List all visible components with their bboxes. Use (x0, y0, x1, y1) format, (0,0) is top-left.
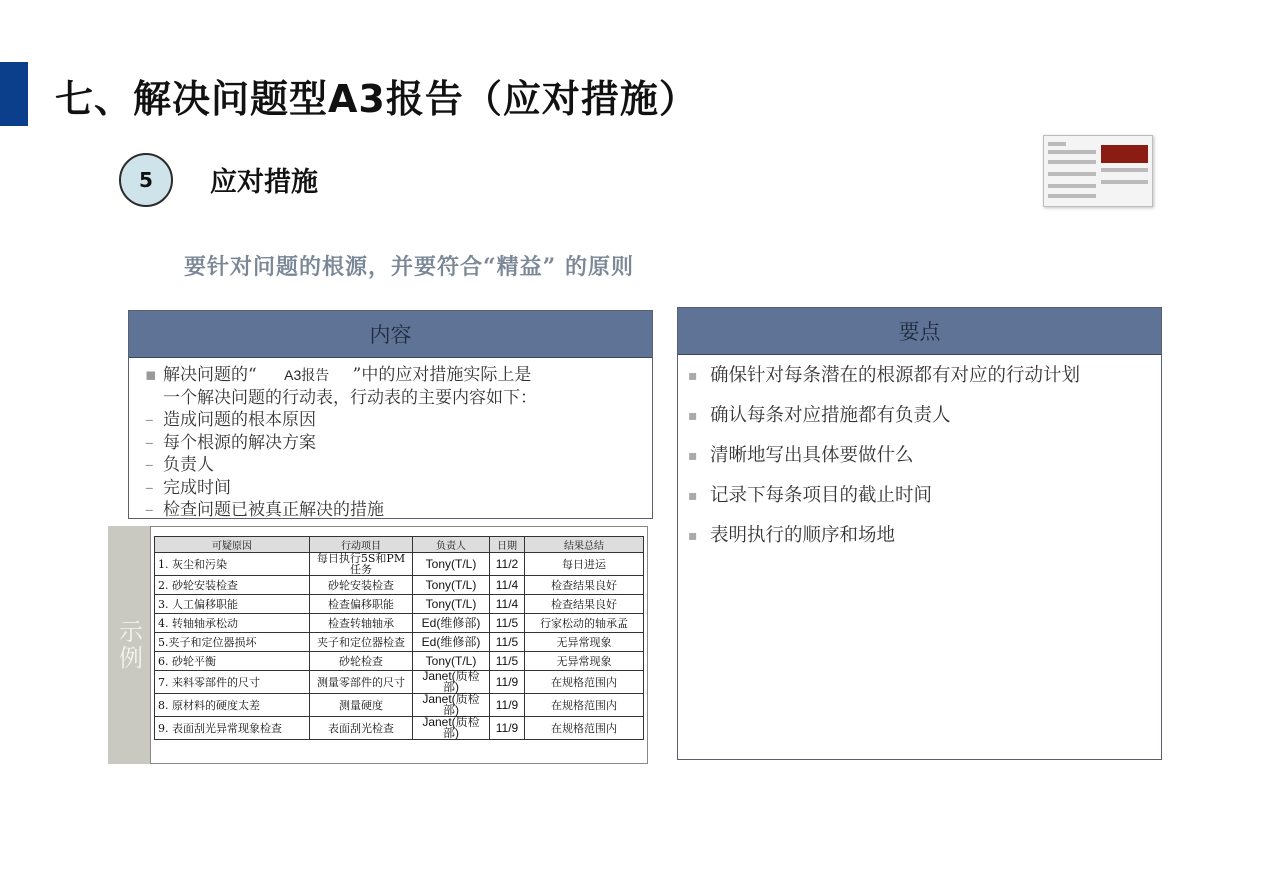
content-item-label: 检查问题已被真正解决的措施 (163, 500, 384, 520)
subtitle: 要针对问题的根源，并要符合“精益” 的原则 (184, 254, 634, 280)
points-list (678, 355, 1161, 549)
point-item (688, 483, 1145, 509)
title-accent-bar (0, 62, 28, 126)
intro-label: A3报告 (284, 367, 330, 383)
cell-date: 11/4 (490, 595, 525, 614)
a3-report-thumbnail (1043, 135, 1153, 207)
cell-result: 在规格范围内 (525, 694, 644, 717)
cell-owner: Tony(T/L) (413, 576, 490, 595)
cell-result: 检查结果良好 (525, 576, 644, 595)
cell-date: 11/5 (490, 652, 525, 671)
cell-result: 在规格范围内 (525, 671, 644, 694)
points-panel-heading: 要点 (678, 308, 1161, 355)
table-row (155, 717, 644, 740)
cell-result: 每日进运 (525, 553, 644, 576)
cell-result: 检查结果良好 (525, 595, 644, 614)
content-item (145, 499, 640, 522)
cell-action: 检查转轴轴承 (310, 614, 413, 633)
cell-cause: 6. 砂轮平衡 (155, 652, 310, 671)
bullet-icon: ▪ (688, 528, 698, 544)
cell-cause: 5.夹子和定位器损坏 (155, 633, 310, 652)
content-panel (128, 310, 653, 519)
cell-cause: 8. 原材料的硬度太差 (155, 694, 310, 717)
thumbnail-highlight (1101, 145, 1148, 163)
cell-result: 行家松动的轴承孟 (525, 614, 644, 633)
table-header-row (155, 537, 644, 553)
cell-owner: Ed(维修部) (413, 633, 490, 652)
dash-icon: – (145, 432, 154, 453)
cell-action: 检查偏移职能 (310, 595, 413, 614)
content-item (145, 409, 640, 432)
cell-action: 表面刮光检查 (310, 717, 413, 740)
table-row (155, 614, 644, 633)
table-row (155, 694, 644, 717)
cell-action: 砂轮安装检查 (310, 576, 413, 595)
dash-icon: – (145, 410, 154, 430)
page-title: 七、解决问题型A3报告（应对措施） (55, 77, 698, 121)
cell-date: 11/5 (490, 614, 525, 633)
cell-action: 测量硬度 (310, 694, 413, 717)
cell-date: 11/5 (490, 633, 525, 652)
content-panel-body (129, 358, 652, 522)
cell-result: 在规格范围内 (525, 717, 644, 740)
cell-result: 无异常现象 (525, 633, 644, 652)
thumbnail-line (1101, 180, 1148, 184)
intro-line2: 一个解决问题的行动表，行动表的主要内容如下： (163, 387, 537, 408)
example-side-label: 示例 (108, 526, 150, 764)
thumbnail-line (1048, 160, 1096, 164)
cell-action: 砂轮检查 (310, 652, 413, 671)
column-header: 可疑原因 (155, 537, 310, 553)
thumbnail-line (1048, 150, 1096, 154)
thumbnail-line (1101, 168, 1148, 172)
table-row (155, 652, 644, 671)
intro-suffix: ”中的应对措施实际上是 (352, 365, 532, 385)
cell-date: 11/9 (490, 671, 525, 694)
column-header: 结果总结 (525, 537, 644, 553)
dash-icon: – (145, 500, 154, 520)
cell-date: 11/4 (490, 576, 525, 595)
table-row (155, 576, 644, 595)
point-text: 确保针对每条潜在的根源都有对应的行动计划 (710, 365, 1081, 386)
point-item (688, 443, 1145, 469)
content-item-label: 造成问题的根本原因 (163, 410, 316, 430)
action-table (154, 536, 644, 740)
point-item (688, 363, 1145, 389)
table-row (155, 553, 644, 576)
dash-icon: – (145, 455, 154, 475)
point-text: 表明执行的顺序和场地 (710, 525, 896, 546)
content-item-label: 每个根源的解决方案 (163, 432, 316, 453)
table-row (155, 595, 644, 614)
cell-date: 11/2 (490, 553, 525, 576)
cell-cause: 3. 人工偏移职能 (155, 595, 310, 614)
thumbnail-line (1048, 172, 1096, 176)
step-label: 应对措施 (210, 167, 318, 198)
content-item-label: 完成时间 (163, 477, 231, 498)
bullet-icon: ▪ (688, 368, 698, 384)
content-item (145, 454, 640, 477)
bullet-icon: ▪ (688, 408, 698, 424)
cell-action: 测量零部件的尺寸 (310, 671, 413, 694)
bullet-icon: ▪ (688, 488, 698, 504)
points-panel (677, 307, 1162, 760)
content-item (145, 432, 640, 455)
point-text: 记录下每条项目的截止时间 (710, 485, 933, 506)
cell-cause: 1. 灰尘和污染 (155, 553, 310, 576)
bullet-icon: ▪ (688, 448, 698, 464)
cell-cause: 2. 砂轮安装检查 (155, 576, 310, 595)
content-intro-line2 (145, 387, 640, 410)
example-action-table (150, 526, 648, 764)
bullet-icon: ▪ (145, 365, 157, 385)
cell-action: 夹子和定位器检查 (310, 633, 413, 652)
content-intro (145, 364, 640, 387)
cell-owner: Tony(T/L) (413, 652, 490, 671)
cell-result: 无异常现象 (525, 652, 644, 671)
dash-icon: – (145, 477, 154, 498)
cell-owner: Ed(维修部) (413, 614, 490, 633)
point-text: 清晰地写出具体要做什么 (710, 445, 914, 466)
cell-owner: Janet(质检部) (413, 694, 490, 717)
cell-cause: 4. 转轴轴承松动 (155, 614, 310, 633)
cell-owner: Janet(质检部) (413, 717, 490, 740)
cell-date: 11/9 (490, 717, 525, 740)
intro-prefix: 解决问题的“ (163, 365, 257, 385)
thumbnail-line (1048, 142, 1066, 146)
column-header: 行动项目 (310, 537, 413, 553)
table-row (155, 671, 644, 694)
thumbnail-line (1048, 184, 1096, 188)
column-header: 负责人 (413, 537, 490, 553)
point-text: 确认每条对应措施都有负责人 (710, 405, 951, 426)
point-item (688, 523, 1145, 549)
cell-date: 11/9 (490, 694, 525, 717)
point-item (688, 403, 1145, 429)
table-row (155, 633, 644, 652)
content-item (145, 477, 640, 500)
column-header: 日期 (490, 537, 525, 553)
cell-action: 每日执行5S和PM任务 (310, 553, 413, 576)
step-number-badge: 5 (119, 153, 173, 207)
content-item-label: 负责人 (163, 455, 214, 475)
cell-owner: Janet(质检部) (413, 671, 490, 694)
cell-cause: 7. 来料零部件的尺寸 (155, 671, 310, 694)
content-panel-heading: 内容 (129, 311, 652, 358)
cell-owner: Tony(T/L) (413, 595, 490, 614)
cell-cause: 9. 表面刮光异常现象检查 (155, 717, 310, 740)
cell-owner: Tony(T/L) (413, 553, 490, 576)
thumbnail-line (1048, 194, 1096, 198)
